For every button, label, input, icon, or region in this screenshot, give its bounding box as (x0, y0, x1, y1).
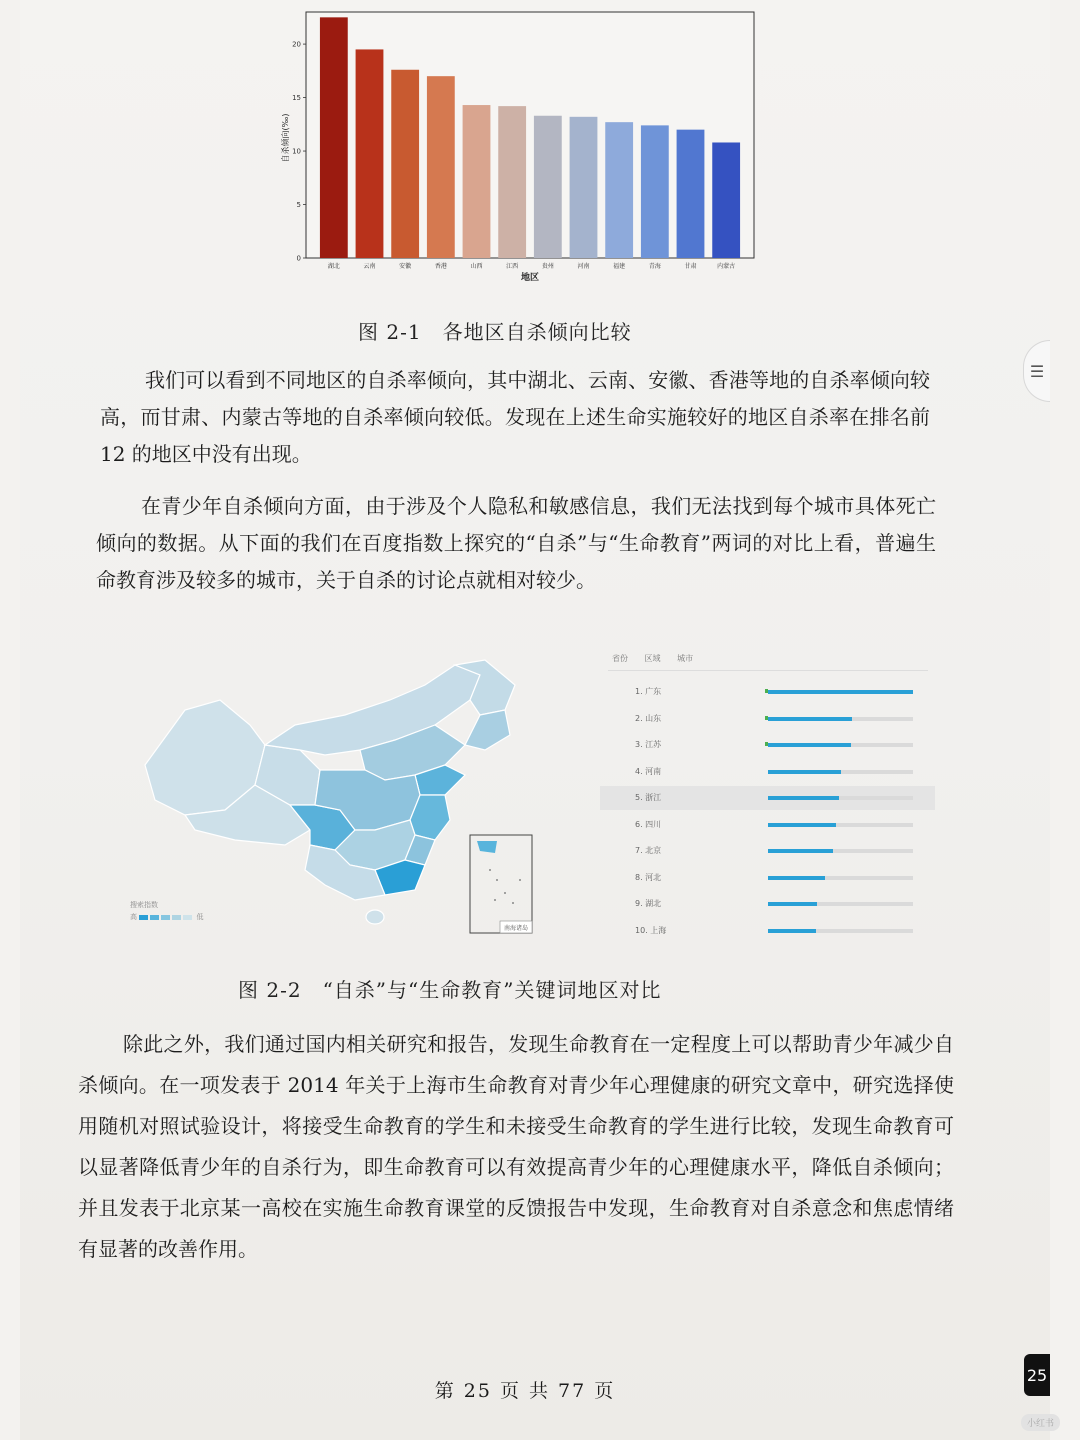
ranking-label: 1. 广东 (635, 687, 662, 696)
x-tick-label: 贵州 (541, 263, 554, 270)
document-page (20, 0, 1050, 1440)
ranking-label: 4. 河南 (635, 766, 662, 776)
ranking-row[interactable] (600, 760, 935, 784)
ranking-tabs (612, 653, 707, 664)
figure-2-2-caption: 图 2-2 “自杀”与“生命教育”关键词地区对比 (238, 978, 662, 1002)
ranking-bar-fill (768, 743, 851, 747)
map-legend (130, 900, 203, 922)
watermark: 小红书 (1021, 1414, 1060, 1431)
x-tick-label: 内蒙古 (717, 263, 736, 270)
ranking-bar-track (768, 929, 913, 933)
ranking-row[interactable] (600, 786, 935, 810)
tab-region[interactable]: 区域 (644, 654, 661, 663)
bar-山西 (463, 105, 491, 258)
x-tick-label: 青海 (648, 263, 661, 270)
x-tick-label: 云南 (363, 263, 376, 270)
side-panel-handle[interactable] (1023, 340, 1050, 402)
page-number-badge: 25 (1024, 1354, 1050, 1396)
figure-2-1-caption: 图 2-1 各地区自杀倾向比较 (358, 320, 632, 344)
ranking-bar-fill (768, 849, 833, 853)
ranking-row[interactable] (600, 919, 935, 943)
ranking-label: 10. 上海 (635, 925, 667, 935)
map-legend-high: 高 (130, 913, 137, 921)
y-tick-label: 20 (292, 40, 301, 49)
bar-云南 (356, 49, 384, 258)
ranking-bar-track (768, 690, 913, 694)
ranking-row[interactable] (600, 892, 935, 916)
ranking-label: 3. 江苏 (635, 740, 662, 749)
ranking-label: 9. 湖北 (635, 899, 662, 908)
bar-江西 (498, 106, 526, 258)
x-tick-label: 福建 (613, 263, 626, 270)
ranking-label: 8. 河北 (635, 872, 662, 882)
x-tick-label: 河南 (577, 263, 590, 270)
ranking-bar-fill (768, 717, 852, 721)
ranking-row[interactable] (600, 866, 935, 890)
paragraph-1-text: 我们可以看到不同地区的自杀率倾向，其中湖北、云南、安徽、香港等地的自杀率倾向较高，而甘肃、内蒙古等地的自杀率倾向较低。发现在上述生命实施较好的地区自杀率在排名前 12 的地区中没有出现。 (100, 368, 930, 466)
ranking-label: 2. 山东 (635, 713, 662, 723)
legend-swatch-5 (183, 915, 192, 920)
ranking-bar-track (768, 849, 913, 853)
ranking-bar-fill (768, 902, 817, 906)
x-tick-label: 甘肃 (684, 263, 697, 270)
ranking-label: 5. 浙江 (635, 793, 662, 802)
ranking-row[interactable] (600, 839, 935, 863)
ranking-row[interactable] (600, 813, 935, 837)
legend-swatch-3 (161, 915, 170, 920)
y-tick-label: 0 (296, 254, 301, 263)
map-legend-title: 搜索指数 (130, 901, 158, 909)
map-region-hainan (366, 910, 384, 924)
y-tick-label: 15 (292, 94, 301, 103)
ranking-bar-fill (768, 796, 839, 800)
page-footer: 第 25 页 共 77 页 (434, 1380, 616, 1402)
tab-city[interactable]: 城市 (677, 654, 694, 663)
bar-贵州 (534, 116, 562, 258)
south-china-sea-inset (470, 835, 532, 933)
map-inset-label: 南海诸岛 (503, 925, 529, 932)
ranking-bar-fill (768, 929, 816, 933)
paragraph-2 (96, 488, 936, 599)
ranking-bar-track (768, 902, 913, 906)
ranking-bar-track (768, 770, 913, 774)
x-tick-label: 湖北 (327, 263, 340, 270)
ranking-bar-track (768, 876, 913, 880)
ranking-bar-track (768, 823, 913, 827)
ranking-bar-fill (768, 770, 841, 774)
bar-内蒙古 (712, 142, 740, 258)
bar-香港 (427, 76, 455, 258)
paragraph-3 (78, 1024, 954, 1270)
y-axis-label: 自杀倾向(‰) (281, 113, 290, 163)
y-tick-label: 5 (296, 201, 301, 210)
ranking-bar-track (768, 796, 913, 800)
ranking-panel (600, 645, 935, 945)
ranking-bar-fill (768, 823, 836, 827)
ranking-label: 6. 四川 (635, 819, 662, 829)
paragraph-2-text: 在青少年自杀倾向方面，由于涉及个人隐私和敏感信息，我们无法找到每个城市具体死亡倾向的数据。从下面的我们在百度指数上探究的“自杀”与“生命教育”两词的对比上看，普遍生命教育涉及较多的城市，关于自杀的讨论点就相对较少。 (96, 494, 936, 592)
ranking-row[interactable] (600, 707, 935, 731)
legend-swatch-4 (172, 915, 181, 920)
ranking-row[interactable] (600, 680, 935, 704)
tab-province[interactable]: 省份 (612, 654, 628, 663)
legend-swatch-2 (150, 915, 159, 920)
ranking-label: 7. 北京 (635, 846, 662, 855)
bar-甘肃 (677, 130, 705, 258)
bar-青海 (641, 125, 669, 258)
ranking-divider (608, 670, 928, 671)
bar-福建 (605, 122, 633, 258)
menu-icon: ☰ (1029, 361, 1045, 381)
paragraph-3-text: 除此之外，我们通过国内相关研究和报告，发现生命教育在一定程度上可以帮助青少年减少自杀倾向。在一项发表于 2014 年关于上海市生命教育对青少年心理健康的研究文章中，研究选择使用随机对照试验设计，将接受生命教育的学生和未接受生命教育的学生进行比较，发现生命教育可以显著降低青少年的自杀行为，即生命教育可以有效提高青少年的心理健康水平，降低自杀倾向；并且发表于北京某一高校在实施生命教育课堂的反馈报告中发现，生命教育对自杀意念和焦虑情绪有显著的改善作用。 (78, 1032, 954, 1261)
ranking-bar-fill (768, 690, 913, 694)
paragraph-1 (100, 362, 930, 473)
x-tick-label: 江西 (506, 263, 519, 270)
x-tick-label: 安徽 (399, 263, 412, 270)
x-tick-label: 山西 (470, 263, 483, 270)
map-legend-low: 低 (196, 913, 204, 921)
bar-安徽 (391, 70, 419, 258)
bar-湖北 (320, 17, 348, 258)
bar-河南 (570, 117, 598, 258)
bar-chart (270, 4, 770, 289)
ranking-bar-track (768, 717, 913, 721)
x-axis-label: 地区 (520, 273, 540, 283)
legend-swatch-1 (139, 915, 148, 920)
ranking-row[interactable] (600, 733, 935, 757)
y-tick-label: 10 (292, 147, 301, 156)
x-tick-label: 香港 (434, 263, 447, 270)
ranking-bar-fill (768, 876, 825, 880)
ranking-bar-track (768, 743, 913, 747)
map-region-northeast (465, 710, 510, 750)
